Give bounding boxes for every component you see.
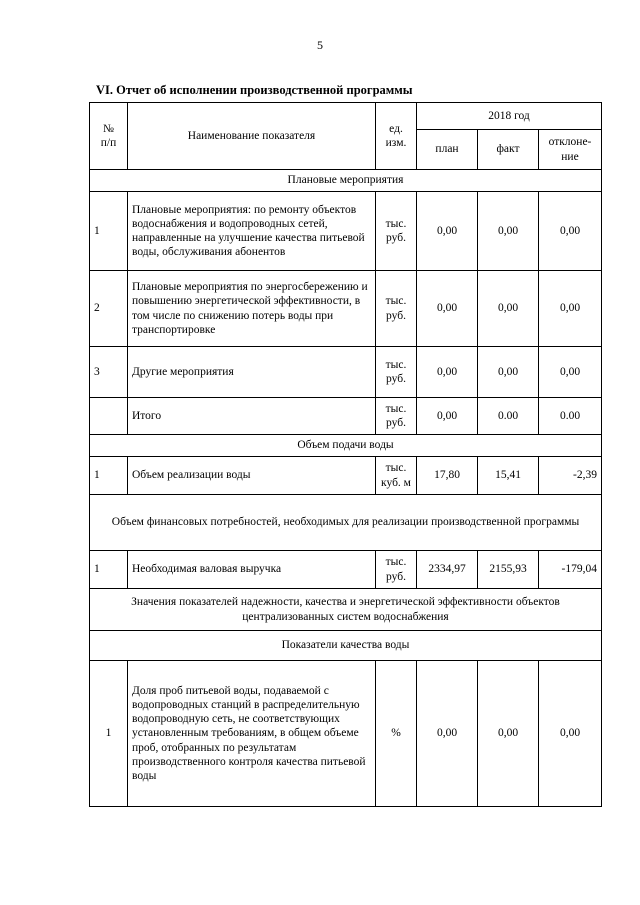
row-num: 1: [90, 661, 128, 807]
section-indicators: Значения показателей надежности, качества и энергетической эффективности объектов централизованных систем водоснабжения: [90, 589, 602, 631]
row-plan: 0,00: [417, 661, 478, 807]
row-fact: 0,00: [478, 661, 539, 807]
header-num: № п/п: [90, 103, 128, 170]
row-plan: 0,00: [417, 398, 478, 435]
row-unit: тыс. руб.: [376, 347, 417, 398]
row-deviation: 0,00: [539, 347, 602, 398]
header-deviation: отклоне- ние: [539, 130, 602, 170]
row-name: Другие мероприятия: [128, 347, 376, 398]
total-row: [90, 398, 602, 435]
section-row: [90, 435, 602, 457]
table-row: [90, 551, 602, 589]
row-num: 3: [90, 347, 128, 398]
row-deviation: -179,04: [539, 551, 602, 589]
row-fact: 0.00: [478, 398, 539, 435]
header-fact: факт: [478, 130, 539, 170]
row-unit: тыс. руб.: [376, 192, 417, 271]
section-supply: Объем подачи воды: [90, 435, 602, 457]
row-unit: тыс. руб.: [376, 398, 417, 435]
row-unit: %: [376, 661, 417, 807]
row-plan: 0,00: [417, 347, 478, 398]
row-name: Плановые мероприятия: по ремонту объектов водоснабжения и водопроводных сетей, направленные на улучшение качества питьевой воды, обслуживания абонентов: [128, 192, 376, 271]
row-deviation: 0,00: [539, 192, 602, 271]
table-row: [90, 347, 602, 398]
row-deviation: 0,00: [539, 271, 602, 347]
table-row: [90, 661, 602, 807]
section-row: [90, 631, 602, 661]
row-num: 2: [90, 271, 128, 347]
header-row-1: [90, 103, 602, 130]
table-row: [90, 457, 602, 495]
section-quality: Показатели качества воды: [90, 631, 602, 661]
row-name: Необходимая валовая выручка: [128, 551, 376, 589]
row-unit: тыс. руб.: [376, 551, 417, 589]
header-name: Наименование показателя: [128, 103, 376, 170]
section-title: VI. Отчет об исполнении производственной программы: [96, 83, 413, 97]
row-deviation: -2,39: [539, 457, 602, 495]
row-name: Объем реализации воды: [128, 457, 376, 495]
row-fact: 0,00: [478, 271, 539, 347]
row-num: 1: [90, 192, 128, 271]
section-row: [90, 170, 602, 192]
row-name: Плановые мероприятия по энергосбережению и повышению энергетической эффективности, в том числе по снижению потерь воды при транспортировке: [128, 271, 376, 347]
row-plan: 17,80: [417, 457, 478, 495]
report-table: [89, 102, 602, 807]
row-num: [90, 398, 128, 435]
header-plan: план: [417, 130, 478, 170]
section-planned: Плановые мероприятия: [90, 170, 602, 192]
row-deviation: 0,00: [539, 661, 602, 807]
row-fact: 15,41: [478, 457, 539, 495]
table-row: [90, 271, 602, 347]
row-deviation: 0.00: [539, 398, 602, 435]
row-num: 1: [90, 457, 128, 495]
row-plan: 2334,97: [417, 551, 478, 589]
header-year: 2018 год: [417, 103, 602, 130]
section-financial: Объем финансовых потребностей, необходимых для реализации производственной программы: [90, 495, 602, 551]
row-fact: 2155,93: [478, 551, 539, 589]
page-number: 5: [317, 38, 323, 52]
row-fact: 0,00: [478, 347, 539, 398]
row-unit: тыс. руб.: [376, 271, 417, 347]
row-plan: 0,00: [417, 271, 478, 347]
row-unit: тыс. куб. м: [376, 457, 417, 495]
section-row: [90, 589, 602, 631]
section-row: [90, 495, 602, 551]
header-unit: ед. изм.: [376, 103, 417, 170]
row-fact: 0,00: [478, 192, 539, 271]
table-row: [90, 192, 602, 271]
row-plan: 0,00: [417, 192, 478, 271]
row-name: Итого: [128, 398, 376, 435]
row-num: 1: [90, 551, 128, 589]
row-name: Доля проб питьевой воды, подаваемой с водопроводных станций в распределительную водопроводную сеть, не соответствующих установленным требованиям, в общем объеме проб, отобранных по результатам производственного контроля качества питьевой воды: [128, 661, 376, 807]
